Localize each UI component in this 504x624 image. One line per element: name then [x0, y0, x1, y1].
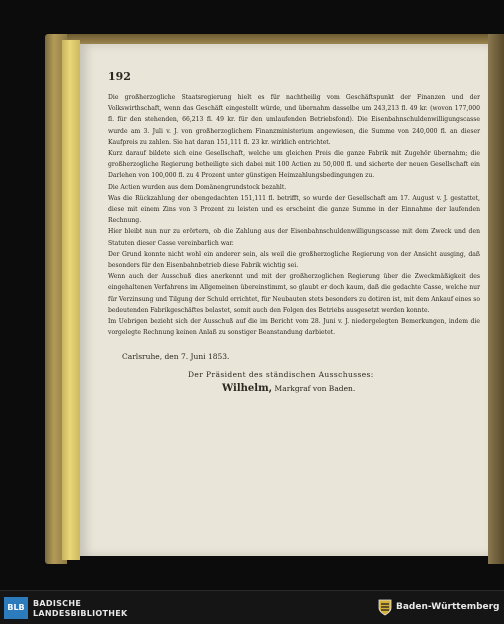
- paragraph: Im Uebrigen bezieht sich der Ausschuß auf die im Bericht vom 28. Juni v. J. niedergelegten Bemerkungen, indem die vorgelegte Rechnung keinen Anlaß zu sonstiger Beanstandung darbietet.: [108, 318, 480, 337]
- footer-bar: [0, 590, 504, 624]
- page-number: 192: [108, 70, 131, 83]
- body-text: [108, 92, 480, 338]
- book-cover-right: [488, 34, 504, 564]
- library-name-line2[interactable]: LANDESBIBLIOTHEK: [33, 609, 128, 618]
- signature-line: [222, 383, 355, 394]
- state-name[interactable]: Baden-Württemberg: [396, 602, 500, 612]
- library-logo[interactable]: BLB: [4, 597, 28, 619]
- library-name-line1[interactable]: BADISCHE: [33, 599, 82, 608]
- paragraph: Was die Rückzahlung der obengedachten 151,111 fl. betrifft, so wurde der Gesellschaft am 17. August v. J. gestattet, diese mit einem Zins von 3 Prozent zu leisten und es erscheint die ganze Summe in der Einnahme der laufenden Rechnung.: [108, 194, 480, 225]
- paragraph: Wenn auch der Ausschuß dies anerkennt und mit der großherzoglichen Regierung über die Zweckmäßigkeit des eingehaltenen Verfahrens im Allgemeinen übereinstimmt, so glaubt er doch kaum, daß die gedachte Casse, welche nur für Verzinsung und Tilgung der Schuld errichtet, für Neubauten stets besonders zu dotiren ist, mit dem Ankauf eines so bedeutenden Fabrikgeschäftes belastet, somit auch den Folgen des Betriebs ausgesetzt werden konnte.: [108, 273, 480, 314]
- place-date: Carlsruhe, den 7. Juni 1853.: [122, 352, 230, 361]
- signature-title: Markgraf von Baden.: [274, 384, 356, 393]
- bw-crest-icon[interactable]: [378, 599, 392, 616]
- paragraph: Hier bleibt nun nur zu erörtern, ob die Zahlung aus der Eisenbahnschuldenwilligungscasse mit dem Zweck und den Statuten dieser Casse vereinbarlich war.: [108, 228, 480, 247]
- paragraph: Die Actien wurden aus dem Domänengrundstock bezahlt.: [108, 183, 287, 191]
- signature-name: Wilhelm,: [222, 383, 273, 394]
- committee-heading: Der Präsident des ständischen Ausschusses:: [188, 370, 374, 379]
- paragraph: Der Grund konnte nicht wohl ein anderer sein, als weil die großherzogliche Regierung von der Ansicht ausging, daß besonders für den Eisenbahnbetrieb diese Fabrik wichtig sei.: [108, 250, 480, 270]
- book-cover-top: [50, 34, 490, 44]
- page-edges: [62, 40, 80, 560]
- paragraph: Kurz darauf bildete sich eine Gesellschaft, welche um gleichen Preis die ganze Fabrik mit Zugehör übernahm; die großherzogliche Regierung betheiligte sich dabei mit 100 Actien zu 50,000 fl. und sicherte der neuen Gesellschaft ein Darlehen von 100,000 fl. zu 4 Prozent unter günstigen Heimzahlungsbedingungen zu.: [108, 150, 480, 180]
- paragraph: Die großherzogliche Staatsregierung hielt es für nachtheilig vom Geschäftspunkt der Finanzen und der Volkswirthschaft, wenn das Geschäft eingestellt würde, und übernahm dasselbe um 243,213 fl. 49 kr. (wovon 177,000 fl. für den stehenden, 66,213 fl. 49 kr. für den umlaufenden Betriebsfond). Die Eisenbahnschuldenwilligungscasse wurde am 3. Juli v. J. von großherzoglichem Finanzministerium angewiesen, die Summe von 240,000 fl. an dieser Kaufpreis zu zahlen. Sie hat daran 151,111 fl. 23 kr. wirklich entrichtet.: [108, 94, 480, 146]
